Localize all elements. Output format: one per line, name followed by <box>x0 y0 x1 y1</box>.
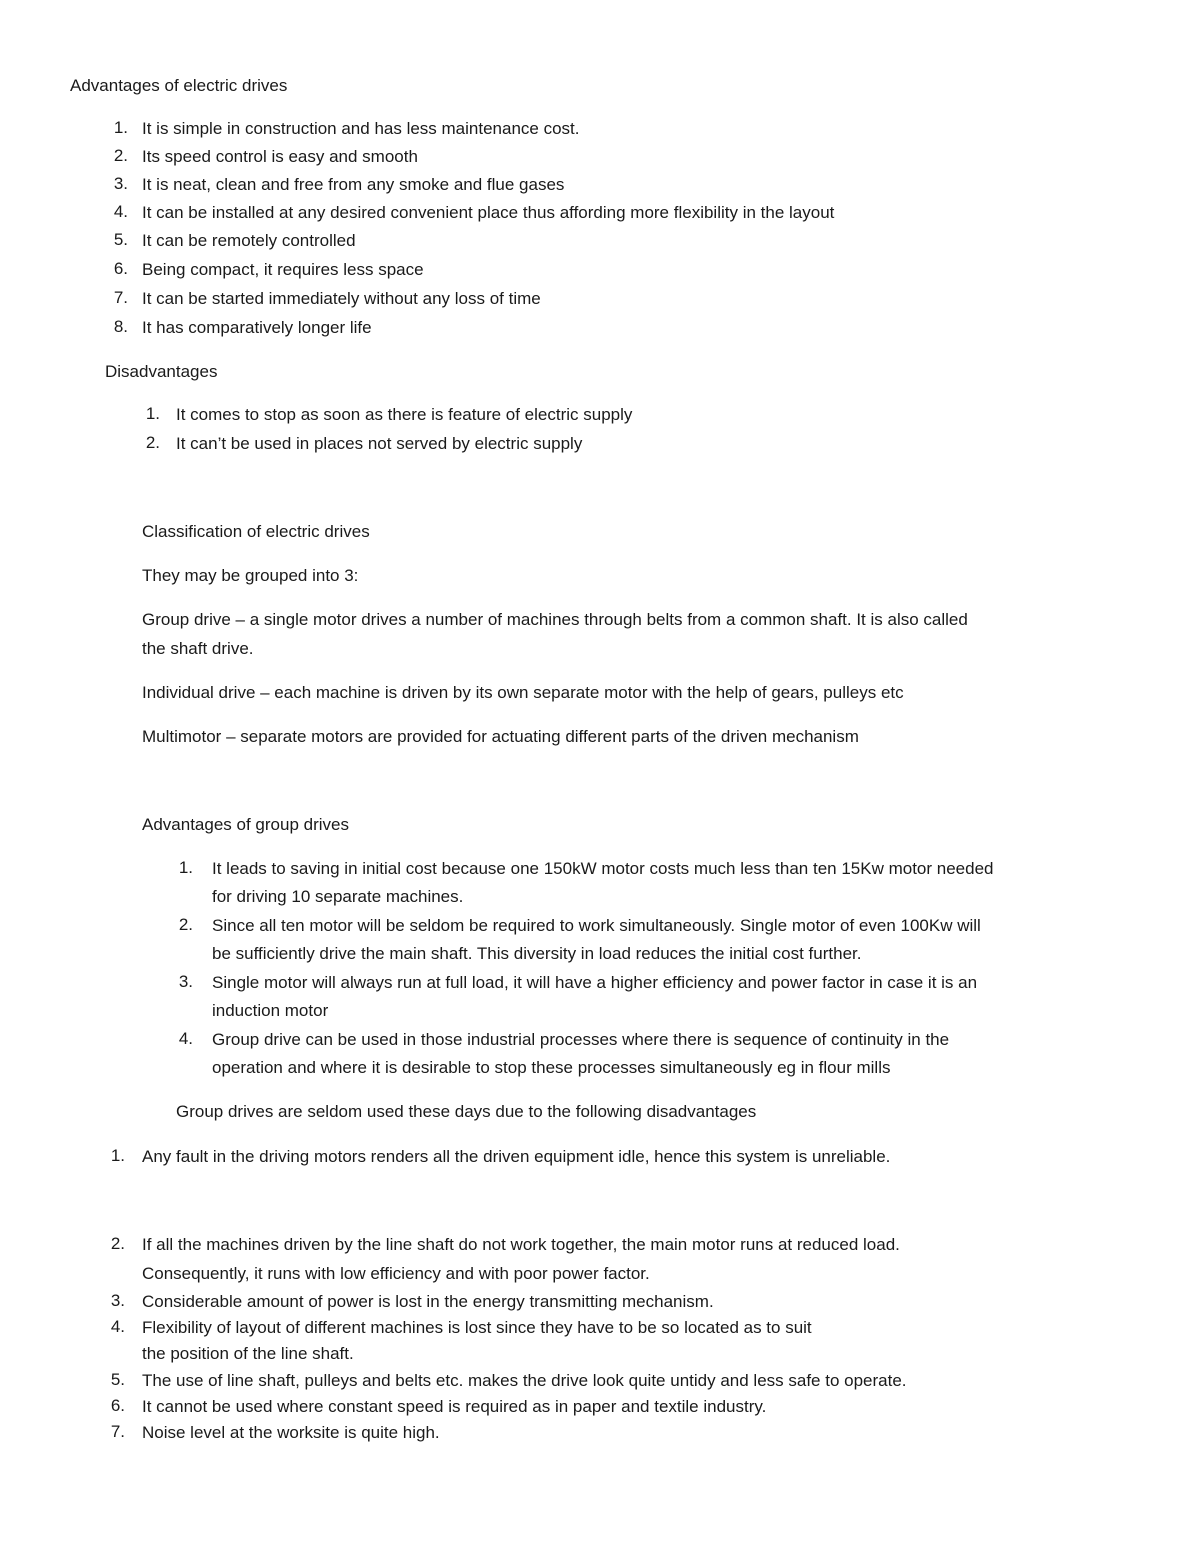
list-number: 3. <box>113 174 128 193</box>
list-item: Group drive can be used in those industrial processes where there is sequence of continuity in the <box>212 1030 950 1049</box>
list-item: It comes to stop as soon as there is feature of electric supply <box>176 405 633 424</box>
list-item-continuation: Consequently, it runs with low efficiency and with poor power factor. <box>142 1264 650 1283</box>
list-item: It has comparatively longer life <box>142 318 372 337</box>
list-item: Single motor will always run at full load, it will have a higher efficiency and power factor in case it is an <box>212 973 978 992</box>
list-item: Considerable amount of power is lost in the energy transmitting mechanism. <box>142 1292 714 1311</box>
list-number: 1. <box>178 858 193 877</box>
individual-drive-paragraph: Individual drive – each machine is driven by its own separate motor with the help of gears, pulleys etc <box>142 683 904 702</box>
list-item-continuation: the position of the line shaft. <box>142 1344 354 1363</box>
list-item: The use of line shaft, pulleys and belts etc. makes the drive look quite untidy and less safe to operate. <box>142 1371 907 1390</box>
list-number: 8. <box>113 317 128 336</box>
list-number: 6. <box>113 259 128 278</box>
heading-classification: Classification of electric drives <box>142 522 370 541</box>
heading-group-drive-disadvantages: Group drives are seldom used these days due to the following disadvantages <box>176 1102 757 1121</box>
list-item: Flexibility of layout of different machines is lost since they have to be so located as to suit <box>142 1318 812 1337</box>
list-number: 2. <box>178 915 193 934</box>
heading-advantages-group-drives: Advantages of group drives <box>142 815 349 834</box>
list-item: It can be installed at any desired convenient place thus affording more flexibility in the layout <box>142 203 835 222</box>
list-number: 3. <box>178 972 193 991</box>
list-number: 4. <box>113 202 128 221</box>
list-number: 2. <box>145 433 160 452</box>
list-number: 3. <box>110 1291 125 1310</box>
list-item: It can be remotely controlled <box>142 231 356 250</box>
list-item: It is neat, clean and free from any smoke and flue gases <box>142 175 565 194</box>
list-item-continuation: for driving 10 separate machines. <box>212 887 464 906</box>
paragraph-line: the shaft drive. <box>142 639 254 658</box>
list-item: It can’t be used in places not served by electric supply <box>176 434 583 453</box>
list-number: 6. <box>110 1396 125 1415</box>
paragraph-line: Group drive – a single motor drives a number of machines through belts from a common shaft. It is also called <box>142 610 968 629</box>
list-number: 1. <box>110 1146 125 1165</box>
list-item: It leads to saving in initial cost because one 150kW motor costs much less than ten 15Kw motor needed <box>212 859 994 878</box>
list-number: 1. <box>113 118 128 137</box>
list-number: 1. <box>145 404 160 423</box>
list-item: Noise level at the worksite is quite high. <box>142 1423 440 1442</box>
classification-intro: They may be grouped into 3: <box>142 566 359 585</box>
list-number: 5. <box>113 230 128 249</box>
heading-advantages-electric-drives: Advantages of electric drives <box>70 76 288 95</box>
list-item-continuation: operation and where it is desirable to stop these processes simultaneously eg in flour mills <box>212 1058 891 1077</box>
list-number: 7. <box>113 288 128 307</box>
list-item: Being compact, it requires less space <box>142 260 424 279</box>
list-number: 7. <box>110 1422 125 1441</box>
list-item: Since all ten motor will be seldom be required to work simultaneously. Single motor of even 100Kw will <box>212 916 981 935</box>
list-item: It can be started immediately without any loss of time <box>142 289 541 308</box>
list-item: Its speed control is easy and smooth <box>142 147 418 166</box>
list-number: 2. <box>113 146 128 165</box>
list-item: Any fault in the driving motors renders all the driven equipment idle, hence this system is unreliable. <box>142 1147 891 1166</box>
list-item: It is simple in construction and has less maintenance cost. <box>142 119 580 138</box>
list-number: 2. <box>110 1234 125 1253</box>
heading-disadvantages: Disadvantages <box>105 362 218 381</box>
list-item-continuation: be sufficiently drive the main shaft. This diversity in load reduces the initial cost further. <box>212 944 862 963</box>
list-number: 5. <box>110 1370 125 1389</box>
list-item: If all the machines driven by the line shaft do not work together, the main motor runs at reduced load. <box>142 1235 900 1254</box>
list-number: 4. <box>110 1317 125 1336</box>
list-item-continuation: induction motor <box>212 1001 329 1020</box>
list-number: 4. <box>178 1029 193 1048</box>
multimotor-paragraph: Multimotor – separate motors are provided for actuating different parts of the driven mechanism <box>142 727 859 746</box>
list-item: It cannot be used where constant speed is required as in paper and textile industry. <box>142 1397 767 1416</box>
